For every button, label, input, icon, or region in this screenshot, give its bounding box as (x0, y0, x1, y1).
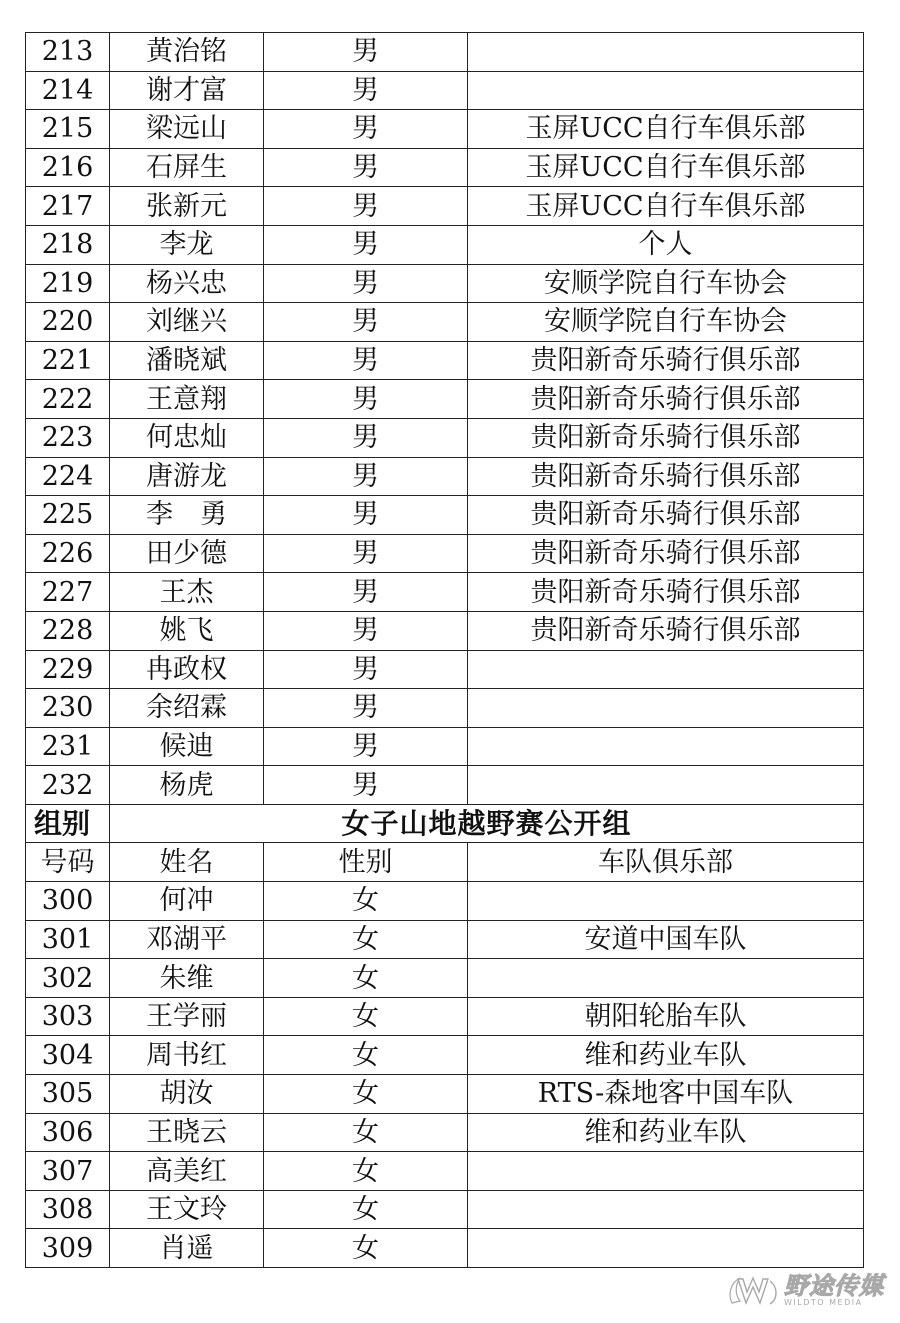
cell-gender: 女 (264, 1075, 468, 1114)
cell-gender: 女 (264, 882, 468, 921)
cell-gender: 女 (264, 1152, 468, 1191)
cell-team (468, 1190, 864, 1229)
cell-team: 贵阳新奇乐骑行俱乐部 (468, 341, 864, 380)
watermark (726, 1273, 884, 1309)
cell-team: 贵阳新奇乐骑行俱乐部 (468, 573, 864, 612)
table-row (26, 225, 864, 264)
cell-team (468, 882, 864, 921)
cell-number: 230 (26, 689, 110, 728)
cell-number: 303 (26, 997, 110, 1036)
cell-team: 安顺学院自行车协会 (468, 264, 864, 303)
cell-number: 227 (26, 573, 110, 612)
table-row (26, 1152, 864, 1191)
cell-name: 梁远山 (110, 110, 264, 149)
cell-number: 217 (26, 187, 110, 226)
cell-gender: 男 (264, 573, 468, 612)
cell-team: 玉屏UCC自行车俱乐部 (468, 187, 864, 226)
cell-number: 224 (26, 457, 110, 496)
table-row (26, 534, 864, 573)
section-header (26, 804, 864, 881)
cell-name: 张新元 (110, 187, 264, 226)
table-row (26, 496, 864, 535)
column-header-row (26, 843, 864, 882)
watermark-brand: 野途传媒 (784, 1272, 884, 1301)
table-row (26, 650, 864, 689)
cell-team: 贵阳新奇乐骑行俱乐部 (468, 534, 864, 573)
cell-number: 226 (26, 534, 110, 573)
table-row (26, 303, 864, 342)
cell-name: 潘晓斌 (110, 341, 264, 380)
cell-team (468, 959, 864, 998)
cell-number: 218 (26, 225, 110, 264)
table-row (26, 766, 864, 805)
cell-team (468, 689, 864, 728)
table-row (26, 71, 864, 110)
cell-number: 215 (26, 110, 110, 149)
header-gender: 性别 (264, 843, 468, 882)
cell-team: 安顺学院自行车协会 (468, 303, 864, 342)
table-row (26, 573, 864, 612)
cell-name: 王意翔 (110, 380, 264, 419)
table-row (26, 882, 864, 921)
cell-gender: 女 (264, 1190, 468, 1229)
cell-gender: 男 (264, 457, 468, 496)
cell-name: 何忠灿 (110, 418, 264, 457)
cell-number: 231 (26, 727, 110, 766)
upper-roster-body (26, 33, 864, 805)
cell-team (468, 1152, 864, 1191)
cell-gender: 女 (264, 1229, 468, 1268)
cell-team (468, 650, 864, 689)
cell-team: RTS-森地客中国车队 (468, 1075, 864, 1114)
cell-number: 232 (26, 766, 110, 805)
cell-name: 李 勇 (110, 496, 264, 535)
table-row (26, 611, 864, 650)
cell-name: 王杰 (110, 573, 264, 612)
cell-gender: 男 (264, 71, 468, 110)
cell-gender: 男 (264, 264, 468, 303)
table-row (26, 148, 864, 187)
section-row (26, 804, 864, 843)
cell-name: 候迪 (110, 727, 264, 766)
cell-team: 朝阳轮胎车队 (468, 997, 864, 1036)
cell-number: 301 (26, 920, 110, 959)
cell-gender: 男 (264, 303, 468, 342)
cell-gender: 女 (264, 997, 468, 1036)
lower-roster-body (26, 882, 864, 1268)
watermark-subtext: WILDTO MEDIA (784, 1298, 863, 1308)
table-row (26, 341, 864, 380)
cell-name: 谢才富 (110, 71, 264, 110)
cell-name: 王晓云 (110, 1113, 264, 1152)
cell-gender: 男 (264, 341, 468, 380)
cell-name: 刘继兴 (110, 303, 264, 342)
cell-team (468, 71, 864, 110)
cell-number: 229 (26, 650, 110, 689)
cell-gender: 男 (264, 225, 468, 264)
cell-name: 胡汝 (110, 1075, 264, 1114)
header-name: 姓名 (110, 843, 264, 882)
header-number: 号码 (26, 843, 110, 882)
cell-gender: 女 (264, 959, 468, 998)
cell-gender: 男 (264, 148, 468, 187)
cell-number: 304 (26, 1036, 110, 1075)
cell-gender: 男 (264, 380, 468, 419)
cell-name: 邓湖平 (110, 920, 264, 959)
table-row (26, 187, 864, 226)
cell-number: 306 (26, 1113, 110, 1152)
cell-gender: 男 (264, 534, 468, 573)
table-row (26, 959, 864, 998)
cell-number: 228 (26, 611, 110, 650)
table-row (26, 1113, 864, 1152)
cell-name: 李龙 (110, 225, 264, 264)
cell-number: 225 (26, 496, 110, 535)
cell-number: 308 (26, 1190, 110, 1229)
cell-name: 杨虎 (110, 766, 264, 805)
table-row (26, 110, 864, 149)
cell-number: 216 (26, 148, 110, 187)
cell-name: 黄治铭 (110, 33, 264, 72)
table-row (26, 727, 864, 766)
wildto-logo-icon (726, 1273, 780, 1309)
cell-number: 221 (26, 341, 110, 380)
header-team: 车队俱乐部 (468, 843, 864, 882)
section-label: 组别 (26, 804, 110, 843)
cell-gender: 男 (264, 766, 468, 805)
cell-name: 冉政权 (110, 650, 264, 689)
cell-number: 222 (26, 380, 110, 419)
cell-number: 302 (26, 959, 110, 998)
table-row (26, 457, 864, 496)
cell-gender: 女 (264, 1036, 468, 1075)
cell-team: 贵阳新奇乐骑行俱乐部 (468, 380, 864, 419)
cell-name: 何冲 (110, 882, 264, 921)
cell-team (468, 1229, 864, 1268)
cell-gender: 男 (264, 611, 468, 650)
cell-gender: 男 (264, 727, 468, 766)
table-row (26, 920, 864, 959)
cell-gender: 男 (264, 33, 468, 72)
cell-team: 玉屏UCC自行车俱乐部 (468, 148, 864, 187)
cell-gender: 男 (264, 187, 468, 226)
cell-name: 唐游龙 (110, 457, 264, 496)
cell-number: 305 (26, 1075, 110, 1114)
table-row (26, 1190, 864, 1229)
cell-name: 朱维 (110, 959, 264, 998)
cell-name: 周书红 (110, 1036, 264, 1075)
table-row (26, 33, 864, 72)
cell-team: 贵阳新奇乐骑行俱乐部 (468, 457, 864, 496)
cell-gender: 男 (264, 689, 468, 728)
cell-number: 307 (26, 1152, 110, 1191)
cell-name: 余绍霖 (110, 689, 264, 728)
cell-gender: 女 (264, 1113, 468, 1152)
section-title: 女子山地越野赛公开组 (110, 804, 864, 843)
cell-gender: 男 (264, 496, 468, 535)
cell-team: 贵阳新奇乐骑行俱乐部 (468, 611, 864, 650)
cell-team: 贵阳新奇乐骑行俱乐部 (468, 496, 864, 535)
cell-team (468, 727, 864, 766)
table-row (26, 1036, 864, 1075)
cell-team: 贵阳新奇乐骑行俱乐部 (468, 418, 864, 457)
cell-team: 安道中国车队 (468, 920, 864, 959)
cell-number: 309 (26, 1229, 110, 1268)
cell-team (468, 766, 864, 805)
cell-number: 214 (26, 71, 110, 110)
cell-number: 223 (26, 418, 110, 457)
cell-name: 王文玲 (110, 1190, 264, 1229)
cell-name: 姚飞 (110, 611, 264, 650)
roster-table (25, 32, 864, 1268)
cell-name: 杨兴忠 (110, 264, 264, 303)
cell-team: 个人 (468, 225, 864, 264)
table-row (26, 380, 864, 419)
cell-name: 石屏生 (110, 148, 264, 187)
cell-team (468, 33, 864, 72)
cell-number: 213 (26, 33, 110, 72)
table-row (26, 264, 864, 303)
cell-gender: 女 (264, 920, 468, 959)
cell-team: 维和药业车队 (468, 1113, 864, 1152)
table-row (26, 418, 864, 457)
cell-number: 300 (26, 882, 110, 921)
cell-number: 220 (26, 303, 110, 342)
table-row (26, 997, 864, 1036)
cell-name: 高美红 (110, 1152, 264, 1191)
cell-gender: 男 (264, 650, 468, 689)
table-row (26, 1229, 864, 1268)
table-row (26, 689, 864, 728)
cell-name: 王学丽 (110, 997, 264, 1036)
cell-name: 肖遥 (110, 1229, 264, 1268)
table-row (26, 1075, 864, 1114)
cell-gender: 男 (264, 418, 468, 457)
cell-number: 219 (26, 264, 110, 303)
cell-team: 维和药业车队 (468, 1036, 864, 1075)
cell-name: 田少德 (110, 534, 264, 573)
cell-gender: 男 (264, 110, 468, 149)
cell-team: 玉屏UCC自行车俱乐部 (468, 110, 864, 149)
